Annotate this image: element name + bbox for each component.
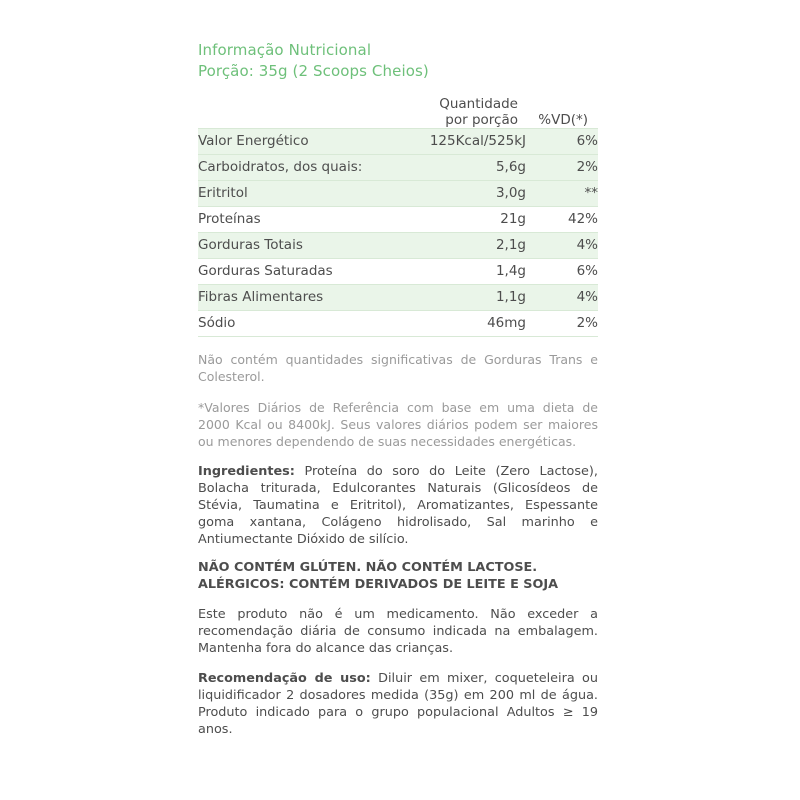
column-header-nutrient [198,96,414,129]
daily-values-note: *Valores Diários de Referência com base em uma dieta de 2000 Kcal ou 8400kJ. Seus valores diários podem ser maiores ou menores dependendo de suas necessidades energéticas. [198,400,598,449]
row-nutrient-name: Gorduras Saturadas [198,259,414,285]
row-nutrient-name: Eritritol [198,181,414,207]
row-quantity: 3,0g [414,181,526,207]
row-daily-value: 4% [526,233,598,259]
usage-paragraph [198,670,598,738]
warning-paragraph: Este produto não é um medicamento. Não exceder a recomendação diária de consumo indicada na embalagem. Mantenha fora do alcance das crianças. [198,607,598,656]
usage-text: Diluir em mixer, coqueteleira ou liquidificador 2 dosadores medida (35g) em 200 ml de água. Produto indicado para o grupo populacional Adultos ≥ 19 anos. [198,671,598,737]
row-daily-value: 4% [526,285,598,311]
row-quantity: 21g [414,207,526,233]
row-daily-value: 6% [526,259,598,285]
row-daily-value: 6% [526,129,598,155]
row-quantity: 46mg [414,311,526,337]
usage-label: Recomendação de uso: [198,671,371,686]
row-quantity: 2,1g [414,233,526,259]
table-row [198,181,598,207]
row-daily-value: ** [526,181,598,207]
nutrition-table-header [198,96,598,129]
nutrition-portion: Porção: 35g (2 Scoops Cheios) [198,62,429,80]
table-row [198,207,598,233]
table-row [198,311,598,337]
row-quantity: 5,6g [414,155,526,181]
nutrition-table [198,96,598,337]
row-daily-value: 2% [526,311,598,337]
row-nutrient-name: Fibras Alimentares [198,285,414,311]
row-nutrient-name: Carboidratos, dos quais: [198,155,414,181]
trans-fat-note: Não contém quantidades significativas de Gorduras Trans e Colesterol. [198,352,598,384]
row-nutrient-name: Gorduras Totais [198,233,414,259]
ingredients-paragraph [198,463,598,548]
table-row [198,155,598,181]
nutrition-label [198,40,598,738]
row-nutrient-name: Proteínas [198,207,414,233]
table-row [198,259,598,285]
allergen-line-2: ALÉRGICOS: CONTÉM DERIVADOS DE LEITE E SOJA [198,577,559,592]
row-quantity: 1,4g [414,259,526,285]
column-header-quantity: Quantidade por porção [439,96,518,128]
row-quantity: 1,1g [414,285,526,311]
nutrition-title: Informação Nutricional [198,41,372,59]
table-row [198,129,598,155]
row-nutrient-name: Sódio [198,311,414,337]
row-daily-value: 42% [526,207,598,233]
nutrition-table-body [198,129,598,337]
ingredients-label: Ingredientes: [198,464,295,479]
column-header-dv: %VD(*) [538,112,588,128]
row-nutrient-name: Valor Energético [198,129,414,155]
table-row [198,233,598,259]
ingredients-text: Proteína do soro do Leite (Zero Lactose), Bolacha triturada, Edulcorantes Naturais (Glicosídeos de Stévia, Taumatina e Eritritol), Aromatizantes, Espessante goma xantana, Colágeno hidrolisado, Sal marinho e Antiumectante Dióxido de silício. [198,464,598,547]
table-row [198,285,598,311]
row-quantity: 125Kcal/525kJ [414,129,526,155]
allergen-line-1: NÃO CONTÉM GLÚTEN. NÃO CONTÉM LACTOSE. [198,560,538,575]
row-daily-value: 2% [526,155,598,181]
